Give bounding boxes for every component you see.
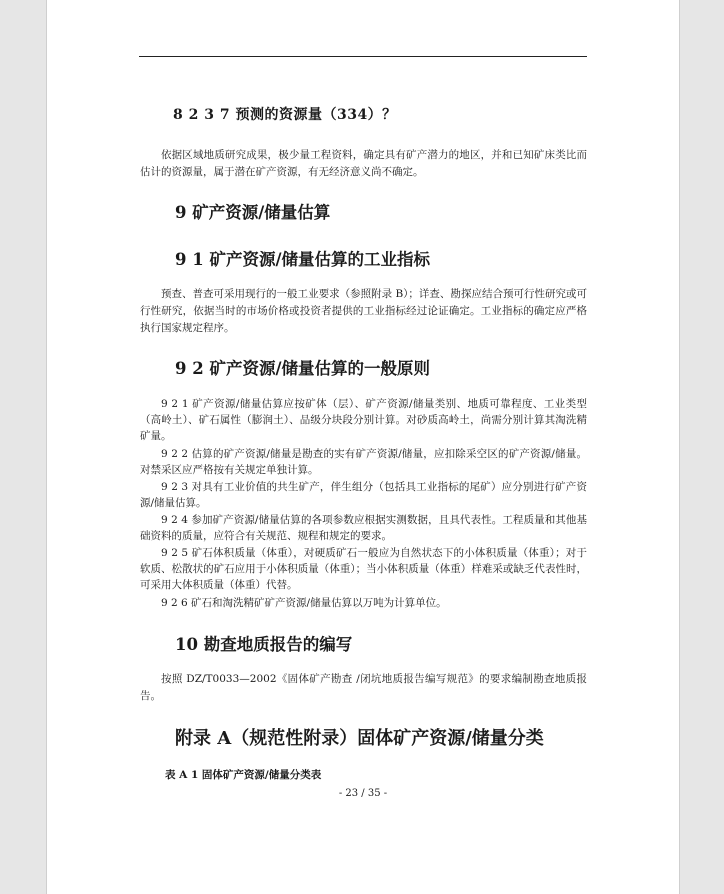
header-rule — [139, 56, 587, 57]
section-8237-body: 依据区域地质研究成果，极少量工程资料，确定具有矿产潜力的地区，并和已知矿床类比而估计的资源量，属于潜在矿产资源，有无经济意义尚不确定。 — [140, 149, 587, 178]
section-92-item: 9 2 1 矿产资源/储量估算应按矿体（层）、矿产资源/储量类别、地质可靠程度、工业类型（高岭土）、矿石属性（膨润土）、品级分块段分别计算。对砂质高岭土，尚需分别计算其淘洗精矿量。 — [140, 398, 587, 442]
section-92-item: 9 2 2 估算的矿产资源/储量是勘查的实有矿产资源/储量，应扣除采空区的矿产资源/储量。对禁采区应严格按有关规定单独计算。 — [140, 448, 587, 476]
table-caption: 表 A 1 固体矿产资源/储量分类表 — [165, 769, 322, 781]
section-10-heading: 10 勘查地质报告的编写 — [175, 635, 353, 654]
section-92-item: 9 2 5 矿石体积质量（体重），对硬质矿石一般应为自然状态下的小体积质量（体重）；对于软质、松散状的矿石应用于小体积质量（体重）；当小体积质量（体重）样难采或缺乏代表性时，可采用大体积质量（体重）代替。 — [140, 547, 587, 591]
section-9-heading: 9 矿产资源/储量估算 — [175, 203, 331, 222]
section-92-heading: 9 2 矿产资源/储量估算的一般原则 — [175, 359, 430, 378]
section-92-item: 9 2 4 参加矿产资源/储量估算的各项参数应根据实测数据，且具代表性。工程质量和其他基础资料的质量，应符合有关规范、规程和规定的要求。 — [140, 514, 587, 542]
section-91-heading: 9 1 矿产资源/储量估算的工业指标 — [175, 250, 430, 269]
section-8237-heading: 8 2 3 7 预测的资源量（334）？ — [173, 107, 397, 123]
section-91-body: 预查、普查可采用现行的一般工业要求（参照附录 B）；详查、勘探应结合预可行性研究或可行性研究，依据当时的市场价格或投资者提供的工业指标经过论证确定。工业指标的确定应严格执行国家规定程序。 — [140, 288, 587, 334]
section-92-item: 9 2 6 矿石和淘洗精矿矿产资源/储量估算以万吨为计算单位。 — [161, 597, 447, 609]
section-10-body: 按照 DZ/T0033—2002《固体矿产勘查 /闭坑地质报告编写规范》的要求编制勘查地质报告。 — [140, 673, 587, 702]
page-number: - 23 / 35 - — [338, 788, 388, 799]
section-92-item: 9 2 3 对具有工业价值的共生矿产，伴生组分（包括具工业指标的尾矿）应分别进行矿产资源/储量估算。 — [140, 481, 587, 509]
document-page — [46, 0, 680, 894]
appendix-a-heading: 附录 A（规范性附录）固体矿产资源/储量分类 — [175, 728, 544, 749]
